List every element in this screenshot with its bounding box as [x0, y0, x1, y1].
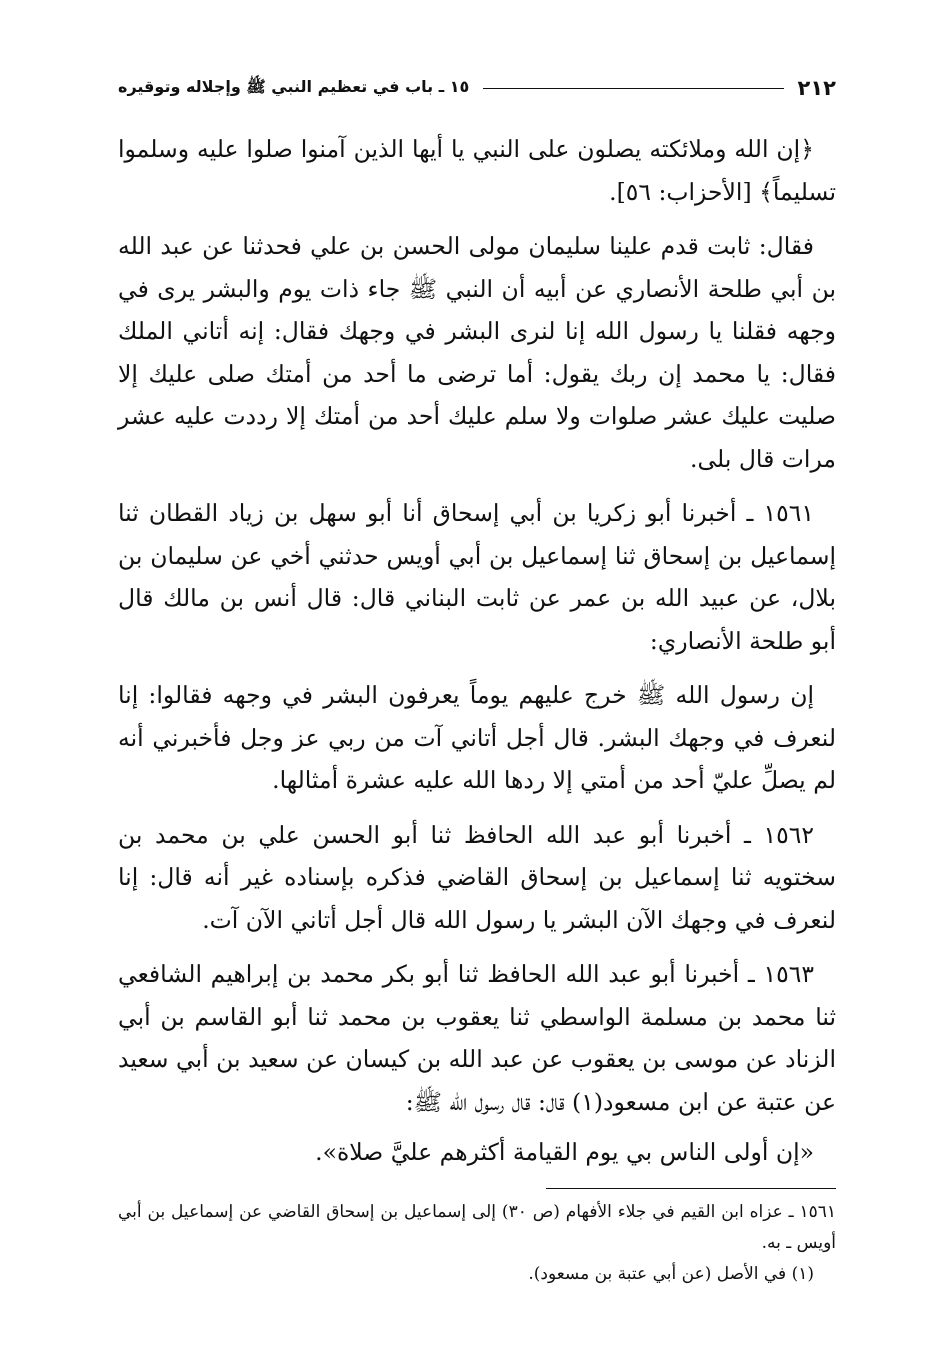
hadith-text-paragraph: فقال: ثابت قدم علينا سليمان مولى الحسن بن علي فحدثنا عن عبد الله بن أبي طلحة الأنصاري عن أبيه أن النبي ﷺ جاء ذات يوم والبشر يرى في وجهه فقلنا يا رسول الله إنا لنرى البشر في وجهك فقال: إنه أتاني الملك فقال: يا محمد إن ربك يقول: أما ترضى ما أحد من أمتك صلى عليك إلا صليت عليك عشر صلوات ولا سلم عليك أحد من أمتك إلا رددت عليه عشر مرات قال بلى.: [118, 232, 836, 473]
header-rule: [483, 88, 783, 89]
footnotes: [118, 1197, 836, 1290]
main-text: [118, 128, 836, 1174]
chapter-title: ١٥ ـ باب في تعظيم النبي ﷺ وإجلاله وتوقيره: [118, 76, 470, 96]
hadith-1563-isnad: ١٥٦٣ ـ أخبرنا أبو عبد الله الحافظ ثنا أبو بكر محمد بن إبراهيم الشافعي ثنا محمد بن مسلمة الواسطي ثنا يعقوب بن محمد ثنا أبو القاسم بن أبي الزناد عن موسى بن يعقوب عن عبد الله بن كيسان عن سعيد بن أبي سعيد عن عتبة عن ابن مسعود(١) قال: قال رسول الله ﷺ:: [118, 960, 836, 1116]
footnote-separator: [546, 1188, 836, 1189]
footnote-1: (١) في الأصل (عن أبي عتبة بن مسعود).: [528, 1263, 814, 1284]
running-header: [118, 70, 836, 106]
hadith-1561-matn: إن رسول الله ﷺ خرج عليهم يوماً يعرفون البشر في وجهه فقالوا: إنا لنعرف في وجهك البشر. قال أجل أتاني آت من ربي عز وجل فأخبرني أنه لم يصلِّ عليّ أحد من أمتي إلا ردها الله عليه عشرة أمثالها.: [118, 681, 836, 794]
hadith-1561-isnad: ١٥٦١ ـ أخبرنا أبو زكريا بن أبي إسحاق أنا أبو سهل بن زياد القطان ثنا إسماعيل بن إسحاق ثنا إسماعيل بن أبي أويس حدثني أخي عن سليمان بن بلال، عن عبيد الله بن عمر عن ثابت البناني قال: قال أنس بن مالك قال أبو طلحة الأنصاري:: [118, 499, 836, 655]
hadith-1562: ١٥٦٢ ـ أخبرنا أبو عبد الله الحافظ ثنا أبو الحسن علي بن محمد بن سختويه ثنا إسماعيل بن إسحاق القاضي فذكره بإسناده غير أنه قال: إنا لنعرف في وجهك الآن البشر يا رسول الله قال أجل أتاني الآن آت.: [118, 820, 836, 934]
book-page: [118, 70, 836, 1310]
quran-verse-paragraph: ﴿إن الله وملائكته يصلون على النبي يا أيها الذين آمنوا صلوا عليه وسلموا تسليماً﴾ [الأحزاب: ٥٦].: [118, 135, 836, 206]
hadith-1563-matn: «إن أولى الناس بي يوم القيامة أكثرهم عليَّ صلاة».: [315, 1138, 814, 1166]
page-number: ٢١٢: [797, 76, 836, 100]
footnote-takhrij: ١٥٦١ ـ عزاه ابن القيم في جلاء الأفهام (ص ٣٠) إلى إسماعيل بن إسحاق القاضي عن إسماعيل بن أبي أويس ـ به.: [118, 1201, 836, 1253]
